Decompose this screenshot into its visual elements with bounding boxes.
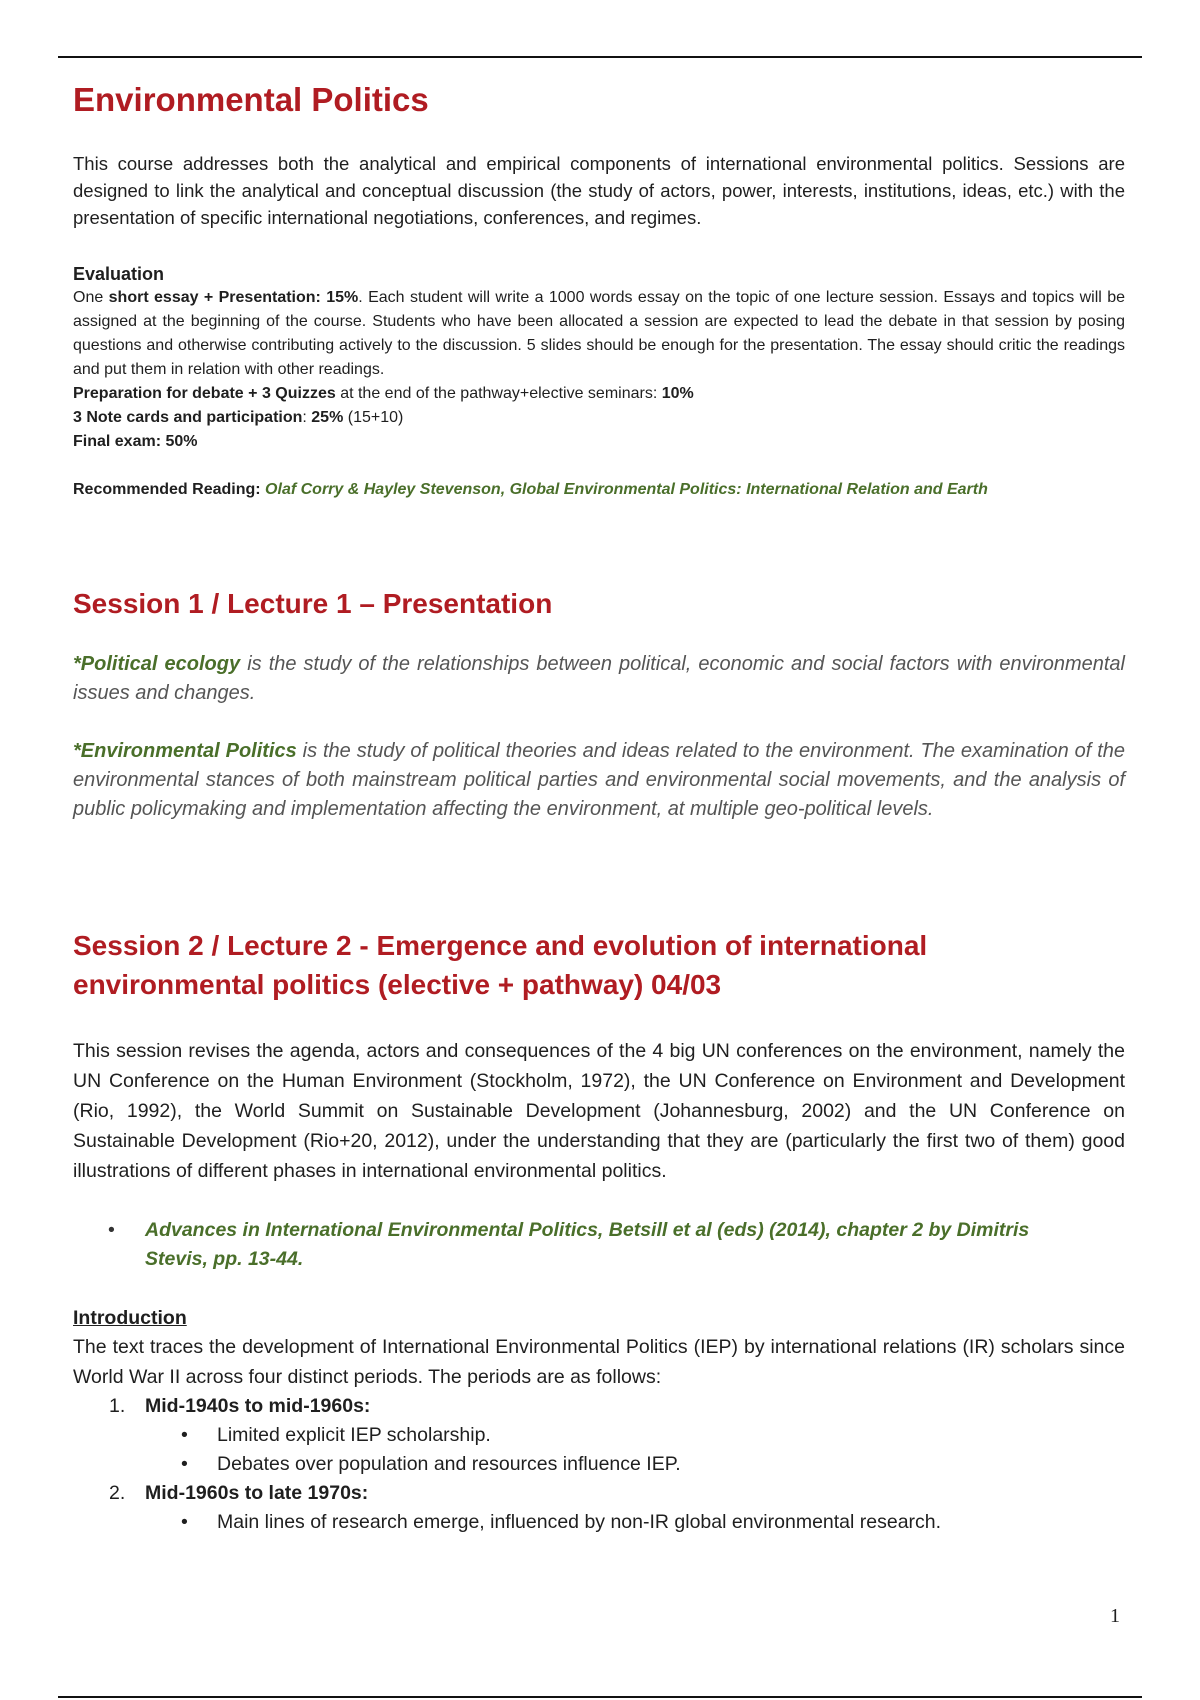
evaluation-essay: One short essay + Presentation: 15%. Each student will write a 1000 words essay on the topic of one lecture session. Essays and topics will be assigned at the beginning of the course. Students who have been allocated a session are expected to lead the debate in that session by posing questions and otherwise contributing actively to the discussion. 5 slides should be enough for the presentation. The essay should critic the readings and put them in relation with other readings. (73, 289, 1126, 378)
definition-political-ecology: *Political ecology is the study of the relationships between political, economic and social factors with environmental issues and changes. (73, 653, 1126, 704)
sub-list-item: • Debates over population and resources influence IEP. (181, 1453, 681, 1475)
sub-list-item: • Main lines of research emerge, influenced by non-IR global environmental research. (181, 1511, 942, 1533)
session-2-heading: Session 2 / Lecture 2 - Emergence and evolution of international environmental politics (elective + pathway) 04/03 (73, 930, 928, 1000)
page-title: Environmental Politics (73, 81, 429, 118)
session-2-reading (73, 1216, 1125, 1274)
bottom-rule (58, 1696, 1142, 1698)
evaluation-quizzes: Preparation for debate + 3 Quizzes at the end of the pathway+elective seminars: 10% (73, 385, 694, 402)
session-2-description: This session revises the agenda, actors and consequences of the 4 big UN conferences on the environment, namely the UN Conference on the Human Environment (Stockholm, 1972), the UN Conference on Environment and Development (Rio, 1992), the World Summit on Sustainable Development (Johannesburg, 2002) and the UN Conference on Sustainable Development (Rio+20, 2012), under the understanding that they are (particularly the first two of them) good illustrations of different phases in international environmental politics. (73, 1040, 1125, 1182)
list-item: 1. Mid-1940s to mid-1960s: • Limited explicit IEP scholarship. • Debates over population and resources influence IEP. (73, 1392, 1125, 1479)
evaluation-heading: Evaluation (73, 264, 165, 284)
introduction-text: The text traces the development of International Environmental Politics (IEP) by international relations (IR) scholars since World War II across four distinct periods. The periods are as follows: (73, 1336, 1125, 1388)
periods-list (73, 1392, 1125, 1537)
bullet-glyph: • (108, 1219, 115, 1241)
page-number: 1 (1110, 1605, 1120, 1627)
top-rule (58, 56, 1142, 58)
recommended-reading: Recommended Reading: Olaf Corry & Hayley Stevenson, Global Environmental Politics: International Relation and Earth (73, 481, 988, 498)
session-1-heading: Session 1 / Lecture 1 – Presentation (73, 588, 553, 619)
list-item: 2. Mid-1960s to late 1970s: • Main lines of research emerge, influenced by non-IR global environmental research. (73, 1479, 1125, 1537)
evaluation-final-exam: Final exam: 50% (73, 433, 198, 450)
reading-reference: Advances in International Environmental Politics, Betsill et al (eds) (2014), chapter 2 by Dimitris Stevis, pp. 13-44. (145, 1219, 1030, 1270)
course-intro: This course addresses both the analytical and empirical components of international environmental politics. Sessions are designed to link the analytical and conceptual discussion (the study of actors, power, interests, institutions, ideas, etc.) with the presentation of specific international negotiations, conferences, and regimes. (73, 153, 1125, 228)
document-page (73, 80, 1125, 1537)
sub-list-item: • Limited explicit IEP scholarship. (181, 1424, 491, 1446)
evaluation-notecards: 3 Note cards and participation: 25% (15+10) (73, 409, 404, 426)
definition-environmental-politics: *Environmental Politics is the study of political theories and ideas related to the environment. The examination of the environmental stances of both mainstream political parties and environmental social movements, and the analysis of public policymaking and implementation affecting the environment, at multiple geo-political levels. (73, 740, 1125, 820)
introduction-heading: Introduction (73, 1307, 187, 1329)
